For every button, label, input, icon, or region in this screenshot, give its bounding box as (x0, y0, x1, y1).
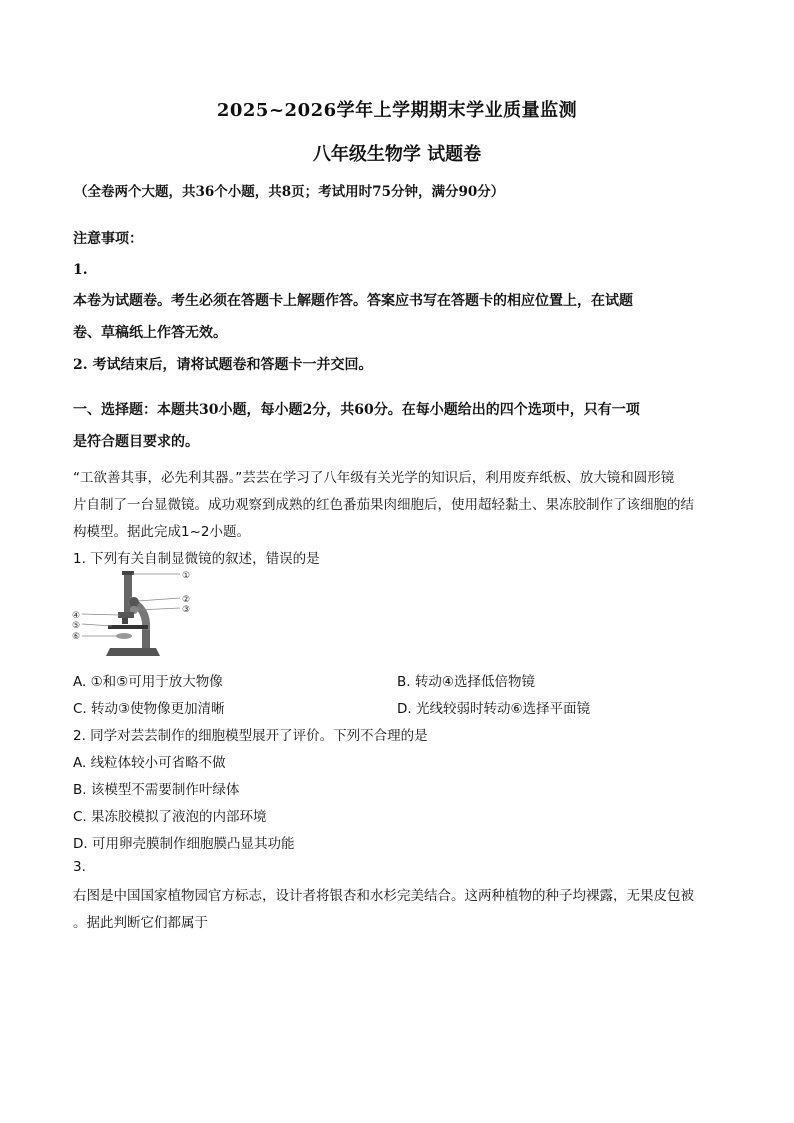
exam-info: （全卷两个大题，共36个小题，共8页；考试用时75分钟，满分90分） (74, 184, 505, 200)
q1-stem: 1. 下列有关自制显微镜的叙述，错误的是 (73, 551, 320, 567)
q2-stem: 2. 同学对芸芸制作的细胞模型展开了评价。下列不合理的是 (73, 728, 428, 744)
section1-heading-line2: 是符合题目要求的。 (73, 434, 199, 450)
notice-item2: 2. 考试结束后，请将试题卷和答题卡一并交回。 (73, 357, 373, 373)
q3-number: 3. (73, 859, 86, 875)
q3-line2: 。据此判断它们都属于 (73, 915, 208, 931)
intro-line2: 片自制了一台显微镜。成功观察到成熟的红色番茄果肉细胞后，使用超轻黏土、果冻胶制作了该细胞的结 (73, 497, 694, 513)
notice-heading: 注意事项： (73, 231, 143, 247)
q2-option-b: B. 该模型不需要制作叶绿体 (73, 782, 240, 798)
intro-line3: 构模型。据此完成1~2小题。 (73, 524, 250, 540)
figure-label-3: ③ (182, 605, 191, 615)
q2-option-c: C. 果冻胶模拟了液泡的内部环境 (73, 809, 267, 825)
figure-label-4: ④ (72, 611, 81, 621)
notice-item1-number: 1. (73, 262, 88, 278)
notice-item1-line2: 卷、草稿纸上作答无效。 (73, 325, 227, 341)
figure-label-6: ⑥ (72, 632, 81, 642)
exam-subject-title: 八年级生物学 试题卷 (312, 144, 482, 165)
q1-option-b: B. 转动④选择低倍物镜 (397, 674, 535, 690)
q1-option-a: A. ①和⑤可用于放大物像 (73, 674, 223, 690)
figure-label-5: ⑤ (72, 621, 81, 631)
notice-item1-line1: 本卷为试题卷。考生必须在答题卡上解题作答。答案应书写在答题卡的相应位置上，在试题 (73, 293, 633, 309)
q2-option-d: D. 可用卵壳膜制作细胞膜凸显其功能 (73, 836, 295, 852)
microscope-figure (72, 568, 202, 660)
q1-option-c: C. 转动③使物像更加清晰 (73, 701, 225, 717)
q3-line1: 右图是中国国家植物园官方标志，设计者将银杏和水杉完美结合。这两种植物的种子均裸露，无果皮包被 (73, 888, 694, 904)
figure-label-1: ① (182, 571, 191, 581)
exam-title: 2025~2026学年上学期期末学业质量监测 (216, 100, 578, 121)
figure-label-2: ② (182, 595, 191, 605)
q2-option-a: A. 线粒体较小可省略不做 (73, 755, 226, 771)
intro-line1: “工欲善其事，必先利其器。”芸芸在学习了八年级有关光学的知识后，利用废弃纸板、放大镜和圆形镜 (73, 470, 675, 486)
section1-heading-line1: 一、选择题：本题共30小题，每小题2分，共60分。在每小题给出的四个选项中，只有一项 (73, 402, 640, 418)
q1-option-d: D. 光线较弱时转动⑥选择平面镜 (397, 701, 591, 717)
